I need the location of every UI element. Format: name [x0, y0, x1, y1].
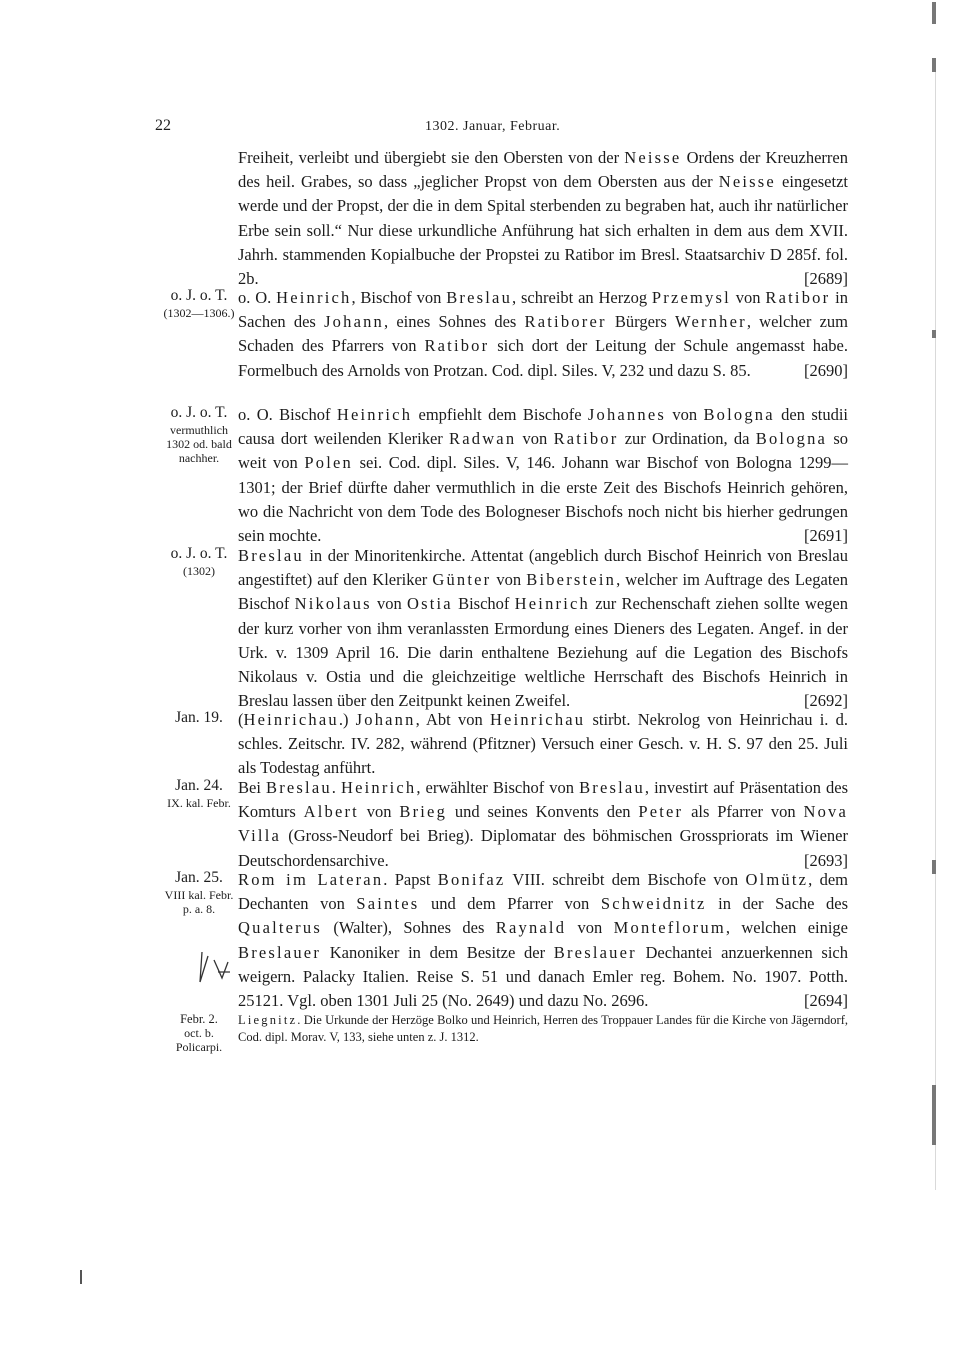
footnote-date: Febr. 2. oct. b. Policarpi. [175, 1012, 223, 1054]
entry-text: o. O. Heinrich, Bischof von Breslau, schreibt an Herzog Przemysl von Ratibor in Sachen des Johann, eines Sohnes des Ratiborer Bürgers Wernher, welcher zum Schaden des Pfarrers von Ratibor sich dort der Leitung der Schule angemasst habe. Formelbuch des Arnolds von Protzan. Cod. dipl. Siles. V, 232 und dazu S. 85. [2690] [238, 286, 848, 383]
entry-number: [2689] [804, 269, 848, 289]
entry-text: Rom im Lateran. Papst Bonifaz VIII. schreibt dem Bischofe von Olmütz, dem Dechanten von Saintes und dem Pfarrer von Schweidnitz in der Sache des Qualterus (Walter), Sohnes des Raynald von Monteflorum, welchen einige Breslauer Kanoniker in dem Besitze der Breslauer Dechantei anzuerkennen sich weigern. Palacky Italien. Reise S. 51 und danach Emler reg. Bohem. No. 1907. Potth. 25121. Vgl. oben 1301 Juli 25 (No. 2649) und dazu No. 2696. [2694] [238, 868, 848, 1013]
entry-date: Jan. 19. [175, 709, 223, 726]
page-number: 22 [155, 117, 171, 134]
entry-text: (Heinrichau.) Johann, Abt von Heinrichau stirbt. Nekrolog von Heinrichau i. d. schles. Zeitschr. IV. 282, während (Pfitzner) Versuch einer Gesch. v. H. S. 97 den 25. Juli als Todestag anführt. [238, 710, 848, 778]
entry-text: o. O. Bischof Heinrich empfiehlt dem Bischofe Johannes von Bologna den studii causa dort weilenden Kleriker Radwan von Ratibor zur Ordination, da Bologna so weit von Polen sei. Cod. dipl. Siles. V, 146. Johann war Bischof von Bologna 1299—1301; der Brief dürfte daher vermuthlich in die erste Zeit des Bischofs Heinrich gehören, wo die Nachricht von dem Tode des Bologneser Bischofs noch nicht bis hierher gedrungen sein mochte. [2691] [238, 403, 848, 548]
entry-date: o. J. o. T. vermuthlich 1302 od. bald nachher. [166, 404, 232, 465]
entry-date: Jan. 24. IX. kal. Febr. [167, 777, 231, 810]
entry-date: o. J. o. T. (1302) [170, 545, 228, 578]
entry-text: Freiheit, verleibt und übergiebt sie den Obersten von der Neisse Ordens der Kreuzherren des heil. Grabes, so dass „jeglicher Propst von dem Obersten aus der Neisse eingesetzt werde und der Propst, der die in dem Spital sterbenden zu begraben hat, auch ihr natürlicher Erbe sein soll.“ Nur diese urkundliche Anführung hat sich erhalten in dem aus dem XVII. Jahrh. stammenden Kopialbuche der Propstei zu Ratibor im Bresl. Staatsarchiv D 285f. fol. 2b. [2689] [238, 146, 848, 291]
entry-number: [2691] [804, 526, 848, 546]
entry-number: [2694] [804, 991, 848, 1011]
handwritten-margin-mark [196, 948, 236, 988]
entry-number: [2690] [804, 360, 848, 380]
scan-edge-marks [932, 0, 938, 1349]
entry-text: Bei Breslau. Heinrich, erwählter Bischof von Breslau, investirt auf Präsentation des Komturs Albert von Brieg und seines Konvents den Peter als Pfarrer von Nova Villa (Gross-Neudorf bei Brieg). Diplomatar des böhmischen Grosspriorats im Wiener Deutschordensarchive. [2693] [238, 776, 848, 873]
entry-number: [2693] [804, 850, 848, 870]
entry-date: o. J. o. T. (1302—1306.) [163, 287, 235, 320]
entry-number: [2692] [804, 691, 848, 711]
footnote-text: Liegnitz. Die Urkunde der Herzöge Bolko und Heinrich, Herren des Troppauer Landes für die Kirche von Jägerndorf, Cod. dipl. Morav. V, 133, siehe unten z. J. 1312. [238, 1013, 848, 1044]
entry-date: Jan. 25. VIII kal. Febr. p. a. 8. [164, 869, 234, 916]
entry-text: Breslau in der Minoritenkirche. Attentat (angeblich durch Bischof Heinrich von Breslau angestiftet) auf den Kleriker Günter von Biberstein, welcher im Auftrage des Legaten Bischof Nikolaus von Ostia Bischof Heinrich zur Rechenschaft ziehen sollte wegen der kurz vorher von ihm veranlassten Ermordung eines Dieners des Legaten. Angef. in der Urk. v. 1309 April 16. Die darin enthaltene Beziehung auf die Legation des Bischofs Nikolaus v. Ostia und die gleichzeitige weltliche Herrschaft des Bischofs Heinrich in Breslau lassen über den Zeitpunkt keinen Zweifel. [2692] [238, 544, 848, 713]
scan-mark-left [80, 1270, 82, 1284]
running-title: 1302. Januar, Februar. [425, 119, 561, 134]
